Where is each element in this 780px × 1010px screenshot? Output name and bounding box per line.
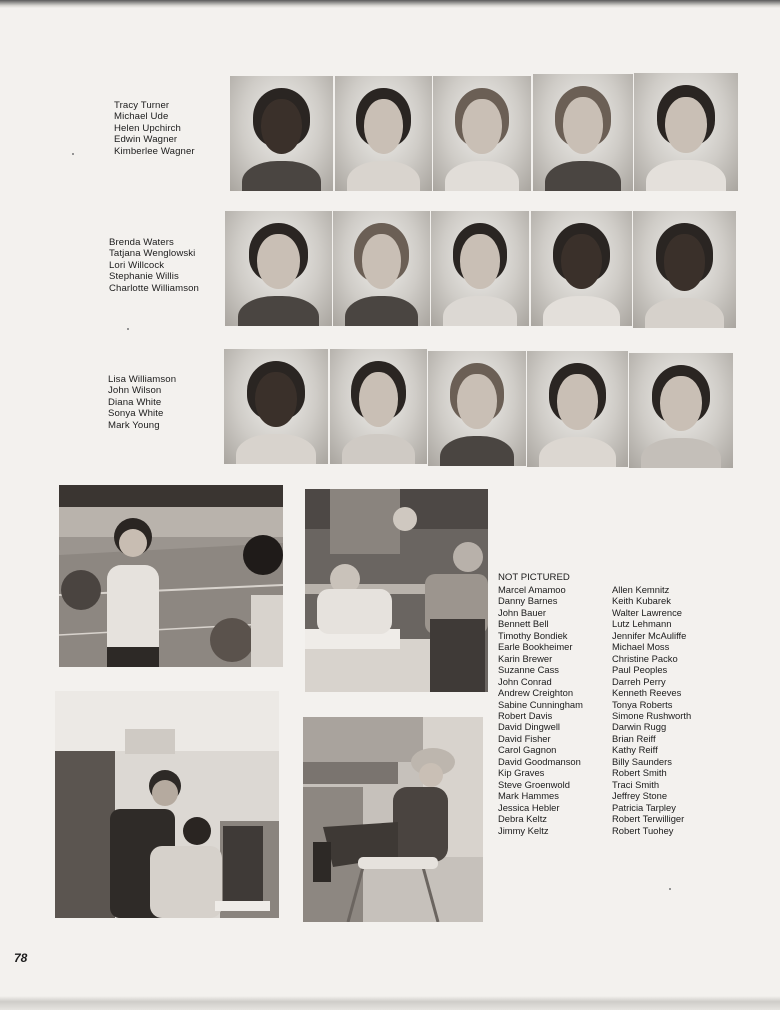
list-item: Suzanne Cass [498, 664, 559, 676]
student-portrait [433, 76, 531, 191]
list-item: Michael Moss [612, 641, 670, 653]
list-item: Walter Lawrence [612, 606, 682, 618]
row-3-names [108, 374, 176, 431]
list-item: Marcel Amamoo [498, 584, 566, 595]
list-item: Darreh Perry [612, 675, 666, 687]
list-item: Traci Smith [612, 778, 660, 790]
list-item: Steve Groenwold [498, 778, 570, 790]
list-item: David Fisher [498, 732, 551, 744]
list-item: Paul Peoples [612, 664, 668, 676]
teacher-student-photo [55, 691, 279, 918]
list-item: Timothy Bondiek [498, 629, 568, 641]
list-item: Patricia Tarpley [612, 801, 676, 813]
student-portrait [629, 353, 733, 468]
list-item: Kathy Reiff [612, 744, 658, 756]
student-name: Diana White [108, 396, 162, 408]
student-portrait [527, 351, 628, 467]
list-item: Simone Rushworth [612, 709, 692, 721]
list-item: Allen Kemnitz [612, 584, 670, 595]
list-item: Debra Keltz [498, 813, 547, 825]
list-item: Keith Kubarek [612, 595, 671, 607]
scan-speck [127, 328, 129, 330]
student-name: John Wilson [108, 385, 162, 397]
student-name: Tatjana Wenglowski [109, 248, 196, 260]
student-portrait [333, 211, 430, 326]
student-portrait [224, 349, 328, 464]
list-item: Robert Smith [612, 767, 667, 779]
scan-speck [669, 888, 671, 890]
student-portrait [330, 349, 427, 464]
student-name: Kimberlee Wagner [114, 145, 195, 157]
list-item: Danny Barnes [498, 595, 558, 607]
list-item: John Bauer [498, 606, 546, 618]
list-item: Jeffrey Stone [612, 790, 668, 802]
student-portrait [531, 211, 632, 326]
list-item: Earle Bookheimer [498, 641, 573, 653]
list-item: Carol Gagnon [498, 744, 557, 756]
list-item: Karin Brewer [498, 652, 553, 664]
student-chair-photo [303, 717, 483, 922]
student-portrait [633, 211, 736, 328]
student-name: Mark Young [108, 419, 160, 431]
list-item: Jennifer McAuliffe [612, 629, 687, 641]
list-item: David Goodmanson [498, 755, 581, 767]
list-item: Kenneth Reeves [612, 687, 682, 699]
student-portrait [230, 76, 333, 191]
list-item: Sabine Cunningham [498, 698, 583, 710]
list-item: Bennett Bell [498, 618, 549, 630]
list-item: John Conrad [498, 675, 552, 687]
list-item: Jessica Hebler [498, 801, 560, 813]
not-pictured-column-2 [612, 584, 691, 836]
student-name: Brenda Waters [109, 237, 174, 248]
student-name: Lori Willcock [109, 259, 165, 271]
student-name: Edwin Wagner [114, 134, 178, 146]
student-portrait [634, 73, 738, 191]
row-1-names [114, 100, 195, 157]
row-2-names [109, 237, 199, 294]
list-item: Kip Graves [498, 767, 545, 779]
student-portrait [335, 76, 432, 191]
student-name: Charlotte Williamson [109, 282, 199, 294]
student-name: Stephanie Willis [109, 271, 179, 283]
not-pictured-heading: NOT PICTURED [498, 572, 570, 583]
student-portrait [428, 351, 526, 466]
student-name: Helen Upchirch [114, 122, 181, 134]
list-item: Robert Terwilliger [612, 813, 685, 825]
student-portrait [533, 74, 633, 191]
list-item: Robert Tuohey [612, 824, 674, 836]
scan-speck [72, 153, 74, 155]
list-item: Jimmy Keltz [498, 824, 549, 836]
list-item: David Dingwell [498, 721, 561, 733]
student-name: Michael Ude [114, 111, 169, 123]
list-item: Darwin Rugg [612, 721, 667, 733]
student-name: Tracy Turner [114, 100, 170, 111]
student-name: Lisa Williamson [108, 374, 177, 385]
list-item: Billy Saunders [612, 755, 672, 767]
student-portrait [225, 211, 332, 326]
not-pictured-column-1 [498, 584, 583, 836]
gym-basketball-photo [59, 485, 283, 667]
list-item: Lutz Lehmann [612, 618, 672, 630]
student-portrait [431, 211, 529, 326]
list-item: Robert Davis [498, 709, 553, 721]
list-item: Mark Hammes [498, 790, 559, 802]
list-item: Andrew Creighton [498, 687, 574, 699]
classroom-reading-photo [305, 489, 488, 692]
list-item: Brian Reiff [612, 732, 656, 744]
student-name: Sonya White [108, 408, 164, 420]
list-item: Tonya Roberts [612, 698, 673, 710]
list-item: Christine Packo [612, 652, 678, 664]
page-top-edge [0, 0, 780, 8]
page-number: 78 [14, 951, 28, 965]
page-bottom-edge [0, 996, 780, 1010]
